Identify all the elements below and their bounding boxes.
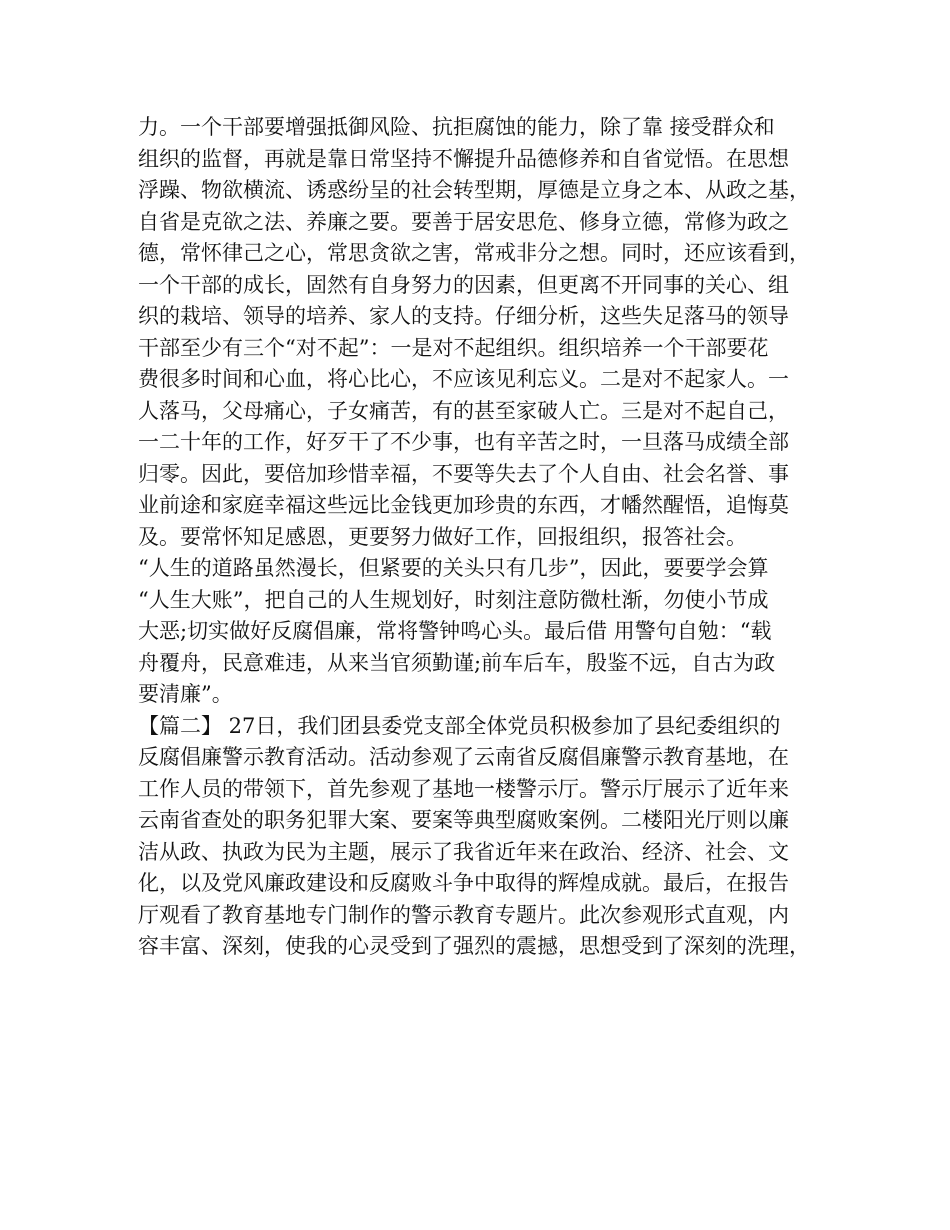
text-line: 化，以及党风廉政建设和反腐败斗争中取得的辉煌成就。最后，在报告 <box>138 871 789 895</box>
text-line: “人生的道路虽然漫长，但紧要的关头只有几步”，因此，要要学会算 <box>138 556 769 580</box>
text-line: 舟覆舟，民意难违，从来当官须勤谨;前车后车，殷鉴不远，自古为政 <box>138 650 776 675</box>
text-line: 反腐倡廉警示教育活动。活动参观了云南省反腐倡廉警示教育基地，在 <box>138 745 789 769</box>
text-line: 干部至少有三个“对不起”：一是对不起组织。组织培养一个干部要花 <box>138 335 769 360</box>
text-line: 力。一个干部要增强抵御风险、抗拒腐蚀的能力，除了靠 接受群众和 <box>138 115 775 139</box>
body-text <box>138 112 838 963</box>
text-line: 一二十年的工作，好歹干了不少事，也有辛苦之时，一旦落马成绩全部 <box>138 430 789 454</box>
text-line: 费很多时间和心血，将心比心，不应该见利忘义。二是对不起家人。一 <box>138 367 789 391</box>
text-line: “人生大账”，把自己的人生规划好，时刻注意防微杜渐，勿使小节成 <box>138 587 769 612</box>
text-line: 自省是克欲之法、养廉之要。要善于居安思危、修身立德，常修为政之 <box>138 209 789 234</box>
text-line: 要清廉”。 <box>138 682 233 706</box>
text-line: 洁从政、执政为民为主题，展示了我省近年来在政治、经济、社会、文 <box>138 839 789 864</box>
text-line: 人落马，父母痛心，子女痛苦，有的甚至家破人亡。三是对不起自己， <box>138 398 789 423</box>
text-line: 浮躁、物欲横流、诱惑纷呈的社会转型期，厚德是立身之本、从政之基， <box>138 178 810 202</box>
text-line: 大恶;切实做好反腐倡廉，常将警钟鸣心头。最后借 用警句自勉：“载 <box>138 619 772 643</box>
text-line: 工作人员的带领下，首先参观了基地一楼警示厅。警示厅展示了近年来 <box>138 776 789 801</box>
text-line: 归零。因此，要倍加珍惜幸福，不要等失去了个人自由、社会名誉、事 <box>138 461 789 486</box>
text-line: 织的栽培、领导的培养、家人的支持。仔细分析，这些失足落马的领导 <box>138 304 789 328</box>
text-line: 德，常怀律己之心，常思贪欲之害，常戒非分之想。同时，还应该看到， <box>138 241 810 265</box>
text-line: 容丰富、深刻，使我的心灵受到了强烈的震撼，思想受到了深刻的洗理， <box>138 934 810 958</box>
text-line: 及。要常怀知足感恩，更要努力做好工作，回报组织，报答社会。 <box>138 524 747 549</box>
text-line: 一个干部的成长，固然有自身努力的因素，但更离不开同事的关心、组 <box>138 272 789 297</box>
text-line: 云南省查处的职务犯罪大案、要案等典型腐败案例。二楼阳光厅则以廉 <box>138 808 789 832</box>
text-line: 组织的监督，再就是靠日常坚持不懈提升品德修养和自省觉悟。在思想 <box>138 146 789 171</box>
section-heading-line: 【篇二】 27日，我们团县委党支部全体党员积极参加了县纪委组织的 <box>138 713 781 738</box>
text-line: 业前途和家庭幸福这些远比金钱更加珍贵的东西，才幡然醒悟，追悔莫 <box>138 493 789 517</box>
text-line: 厅观看了教育基地专门制作的警示教育专题片。此次参观形式直观，内 <box>138 902 789 927</box>
